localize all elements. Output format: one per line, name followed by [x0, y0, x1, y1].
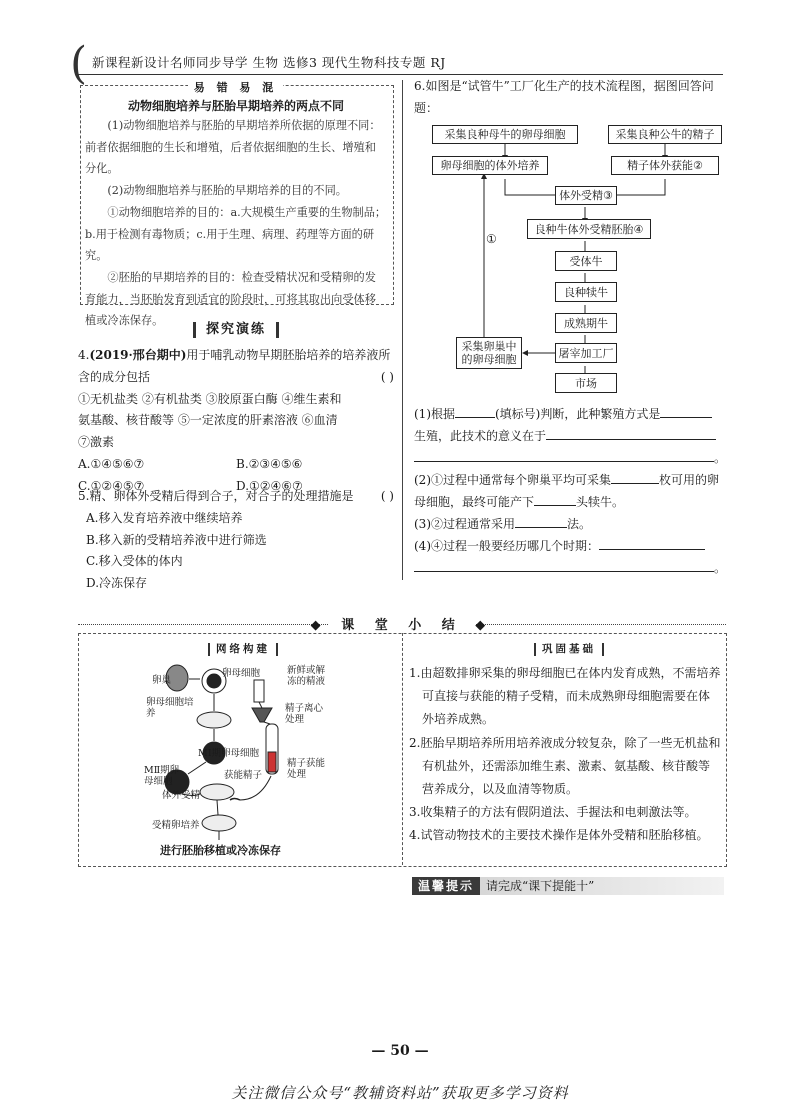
footer-note: 关注微信公众号“教辅资料站”获取更多学习资料: [231, 1084, 569, 1102]
note-paragraph: ②胚胎的早期培养的目的：检查受精状况和受精卵的发育能力，当胚胎发育到适宜的阶段时，可将其取出向受体移植或冷冻保存。: [85, 270, 376, 328]
note-paragraph: (1)动物细胞培养与胚胎的早期培养所依据的原理不同：前者依据细胞的生长和增殖，后者依据细胞的生长、增殖和分化。: [85, 119, 381, 176]
q4-items: ⑦激素: [78, 435, 115, 450]
q5-answer-paren[interactable]: ( ): [380, 489, 394, 503]
q5-option-a[interactable]: A.移入发育培养液中继续培养: [86, 510, 243, 525]
q4-items: 氨基酸、核苷酸等 ⑤一定浓度的肝素溶液 ⑥血清: [78, 413, 338, 428]
tip-label: 温馨提示: [412, 877, 480, 895]
error-note-tag: 易 错 易 混: [188, 79, 283, 95]
consolidate-tag: 巩固基础: [534, 643, 604, 656]
q6-blank-2[interactable]: [660, 417, 712, 418]
q5-stem: 5.精、卵体外受精后得到合子，对合子的处理措施是: [78, 489, 354, 503]
q4-answer-paren[interactable]: ( ): [380, 369, 394, 384]
diagram-centrifuge-label: 精子离心处理: [285, 703, 324, 725]
header-ornament: (: [70, 38, 88, 89]
q4-stem: 用于哺乳动物早期胚胎培养的培养液所含的成分包括: [78, 348, 391, 384]
q6-period: 。: [714, 561, 727, 575]
q6-blank-1[interactable]: [455, 417, 495, 418]
q6-blank-3[interactable]: [546, 439, 716, 440]
diagram-capacitation-label: 精子获能处理: [287, 758, 326, 780]
flow-box-ovary-collection: 采集卵巢中的卵母细胞: [456, 337, 522, 369]
summary-banner: ◆ 课 堂 小 结 ◆: [310, 618, 494, 633]
q6-blank-9[interactable]: [414, 571, 714, 572]
semen-tube: [254, 680, 264, 702]
flow-box-mature-cattle: 成熟期牛: [555, 313, 617, 333]
flow-box-calf: 良种犊牛: [555, 282, 617, 302]
diagram-mii-label: MⅡ期卵母细胞: [144, 765, 180, 787]
q6-subquestions: [414, 403, 726, 579]
q5-option-c[interactable]: C.移入受体的体内: [86, 554, 183, 569]
q4-option-a[interactable]: A.①④⑤⑥⑦: [78, 456, 145, 471]
q6-s2-text: (2)①过程中通常每个卵巢平均可采集: [414, 473, 611, 487]
q4-option-d[interactable]: D.①②④⑥⑦: [236, 478, 303, 493]
note-paragraph: ①动物细胞培养的目的：a.大规模生产重要的生物制品；b.用于检测有毒物质；c.用于生理、病理、药理等方面的研究。: [85, 205, 387, 263]
flow-arrow: [505, 179, 555, 195]
q6-period: 。: [714, 451, 727, 465]
capacitation-medium: [268, 752, 276, 772]
diagram-culture-label: 卵母细胞培养: [146, 697, 194, 719]
q6-s2-text: 头犊牛。: [576, 495, 625, 509]
q6-s1-text: 生殖，此技术的意义在于: [414, 429, 547, 443]
consolidate-item: 1.由超数排卵采集的卵母细胞已在体内发育成熟，不需培养可直接与获能的精子受精，而未成熟卵母细胞需要在体外培养成熟。: [409, 666, 721, 727]
q6-s4-text: (4)④过程一般要经历哪几个时期：: [414, 539, 599, 553]
diagram-capacitated-sperm-label: 获能精子: [224, 770, 263, 781]
centrifuge-tube: [252, 708, 272, 722]
diagram-final-label: 进行胚胎移植或冷冻保存: [160, 844, 281, 857]
summary-banner-text: 课 堂 小 结: [341, 618, 463, 633]
culture-dish: [197, 712, 231, 728]
arrowhead: [522, 350, 528, 356]
q6-s3-text: (3)②过程通常采用: [414, 517, 515, 531]
q6-s3-text: 法。: [567, 517, 592, 531]
flow-box-ivf: 体外受精③: [555, 186, 617, 205]
explore-section-title: 探究演练: [193, 322, 279, 338]
diagram-fresh-semen-label: 新鲜或解冻的精液: [287, 665, 326, 687]
q6-blank-5[interactable]: [611, 483, 659, 484]
q6-blank-6[interactable]: [534, 505, 576, 506]
q6-s1-text: (填标号)判断，此种繁殖方式是: [495, 407, 661, 421]
diagram-oocyte-label: 卵母细胞: [222, 668, 261, 679]
q4-option-b[interactable]: B.②③④⑤⑥: [236, 456, 303, 471]
q6-stem: 6.如图是“试管牛”工厂化生产的技术流程图，据图回答问题：: [414, 79, 714, 115]
question-5: [78, 486, 394, 595]
flow-arrow: [615, 179, 665, 195]
error-note-body: [85, 115, 387, 332]
running-header: 新课程新设计名师同步导学 生物 选修3 现代生物科技专题 RJ: [92, 55, 446, 70]
flow-box-bull-sperm: 采集良种公牛的精子: [608, 125, 722, 144]
flow-loop-label: ①: [486, 232, 497, 246]
q4-items: ①无机盐类 ②有机盐类 ③胶原蛋白酶 ④维生素和: [78, 391, 342, 406]
flow-box-embryo: 良种牛体外受精胚胎④: [527, 219, 651, 239]
consolidate-item: 4.试管动物技术的主要技术操作是体外受精和胚胎移植。: [409, 828, 709, 843]
consolidate-list: [409, 662, 721, 848]
diagram-mi-label: MⅠ期卵母细胞: [198, 748, 259, 759]
consolidate-item: 3.收集精子的方法有假阴道法、手握法和电刺激法等。: [409, 805, 697, 820]
flow-box-sperm-capacitation: 精子体外获能②: [611, 156, 719, 175]
tip-bar: [412, 877, 724, 895]
ivf-dish: [200, 784, 234, 800]
q5-option-d[interactable]: D.冷冻保存: [86, 576, 148, 591]
flow-box-slaughter: 屠宰加工厂: [555, 343, 617, 363]
flow-box-recipient: 受体牛: [555, 251, 617, 271]
zygote-dish: [202, 815, 236, 831]
flow-box-market: 市场: [555, 373, 617, 393]
q6-blank-7[interactable]: [515, 527, 567, 528]
summary-divider: [402, 633, 403, 865]
tip-text: 请完成“课下提能十”: [486, 879, 595, 893]
q6-blank-4[interactable]: [414, 461, 714, 462]
diagram-ivf-label: 体外受精: [162, 790, 201, 801]
diagram-ovary-label: 卵巢: [152, 675, 172, 686]
q4-source: (2019·邢台期中): [89, 348, 187, 362]
note-paragraph: (2)动物细胞培养与胚胎的早期培养的目的不同。: [107, 184, 347, 198]
network-tag: 网络构建: [208, 643, 278, 656]
q4-option-c[interactable]: C.①②④⑤⑦: [78, 478, 145, 493]
page-number: — 50 —: [371, 1043, 429, 1059]
diagram-zygote-label: 受精卵培养: [152, 820, 200, 831]
q6-blank-8[interactable]: [599, 549, 705, 550]
q5-option-b[interactable]: B.移入新的受精培养液中进行筛选: [86, 532, 267, 547]
q6-s1-text: (1)根据: [414, 407, 455, 421]
header-rule: [78, 74, 723, 75]
error-note-title: 动物细胞培养与胚胎早期培养的两点不同: [127, 99, 344, 113]
flow-box-cow-oocyte: 采集良种母牛的卵母细胞: [432, 125, 578, 144]
q4-number: 4.: [78, 348, 90, 362]
oocyte-cell: [207, 674, 221, 688]
consolidate-item: 2.胚胎早期培养所用培养液成分较复杂，除了一些无机盐和有机盐外，还需添加维生素、激素、氨基酸、核苷酸等营养成分，以及血清等物质。: [409, 735, 721, 797]
question-4: [78, 345, 394, 498]
q6-s2-text: 枚可用的卵母细胞，最终可能产下: [414, 473, 720, 509]
flow-box-oocyte-culture: 卵母细胞的体外培养: [432, 156, 548, 175]
column-divider: [402, 80, 403, 580]
